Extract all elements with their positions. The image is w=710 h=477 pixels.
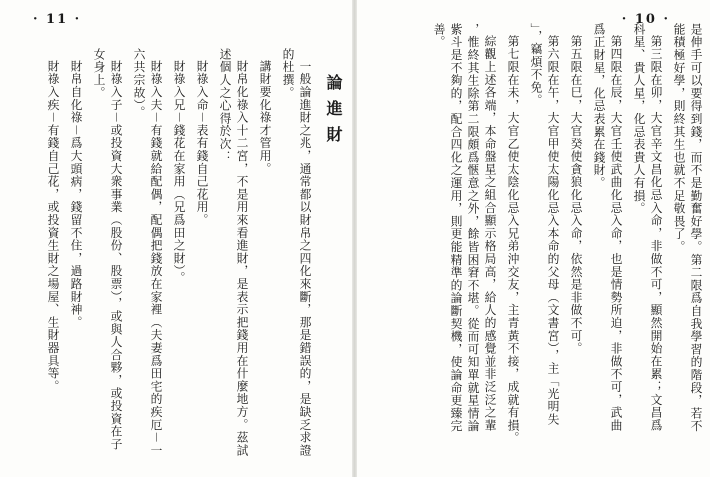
- paragraph-line: 科星、貴人星，化忌表貴人有損。: [632, 23, 646, 215]
- paragraph-line: 財祿入命－表有錢自己花用。: [195, 59, 209, 227]
- paragraph-line: 是伸手可以要得到錢，而不是勤奮好學。第二限爲自我學習的階段，若不: [689, 23, 703, 433]
- paragraph-line: 綜觀上述各端，本命盤星之組合顯示格局高，給人的感覺並非泛泛之輩: [483, 34, 497, 432]
- paragraph-line: 第七限在未，大官乙使太陰化忌入兄弟沖交友，主青黃不接，成就有損。: [506, 34, 520, 445]
- paragraph-line: 財祿入疾－有錢自己花，或投資生財之場屋、生財器具等。: [46, 59, 60, 393]
- paragraph-line: 」，竊煩不免。: [529, 23, 543, 107]
- paragraph-line: 財祿入兄－錢花在家用（兄爲田之財）。: [172, 59, 186, 285]
- right-page: [357, 0, 710, 477]
- paragraph-line: 六共宗故）。: [132, 48, 146, 119]
- paragraph-line: 第五限在巳，大官癸使貪狼化忌入命，依然是非做不可。: [569, 34, 583, 355]
- paragraph-line: 第六限在午，大官甲使太陽化忌入本命的父母（文書宮），主「光明失: [546, 34, 560, 426]
- paragraph-line: 財祿入夫－有錢就給配偶，配偶把錢放在家裡（夫妻爲田宅的疾厄－一: [149, 59, 163, 457]
- paragraph-line: 的杜撰。: [281, 48, 295, 100]
- paragraph-line: 財帛化祿入十二宮，不是用來看進財，是表示把錢用在什麼地方。茲試: [235, 59, 249, 457]
- paragraph-line: 第三限在卯，大官辛文昌化忌入命，非做不可，顯然開始在累；文昌爲: [649, 34, 663, 432]
- section-heading: 論進財: [324, 73, 343, 152]
- left-page-text: [44, 48, 346, 457]
- paragraph-line: 爲正財星，化忌表累在錢財。: [592, 23, 606, 190]
- paragraph-line: 財帛自化祿－爲大頭病，錢留不住，過路財神。: [69, 59, 83, 329]
- page-number-right: · 10 ·: [621, 12, 670, 27]
- paragraph-line: 財祿入子－或投資大衆事業（股份、股票），或與人合夥，或投資在子: [109, 59, 123, 451]
- paragraph-line: 善。: [432, 23, 446, 49]
- page-number-left: · 11 ·: [33, 12, 82, 27]
- left-page: [0, 0, 352, 477]
- paragraph-line: 第四限在辰，大官壬使武曲化忌入命，也是情勢所迫，非做不可，武曲: [609, 34, 623, 432]
- paragraph-line: ，惟終其生除第二限頗爲愜意之外，餘皆困窘不堪。從而可知單就星情論: [466, 23, 480, 433]
- paragraph-line: 講財要化祿才管用。: [258, 59, 272, 175]
- paragraph-line: 一般論進財之兆，通常都以財帛之四化來斷，那是錯誤的，是缺乏求證: [298, 59, 312, 457]
- paragraph-line: 紫斗是不夠的，配合四化之運用，則更能精準的論斷契機，使論命更臻完: [449, 23, 463, 433]
- right-page-text: [430, 23, 704, 453]
- paragraph-line: 述個人之心得於次：: [218, 48, 232, 164]
- paragraph-line: 女身上。: [92, 48, 106, 100]
- paragraph-line: 能積極好學，則終其生也就不足敬畏了。: [672, 23, 686, 254]
